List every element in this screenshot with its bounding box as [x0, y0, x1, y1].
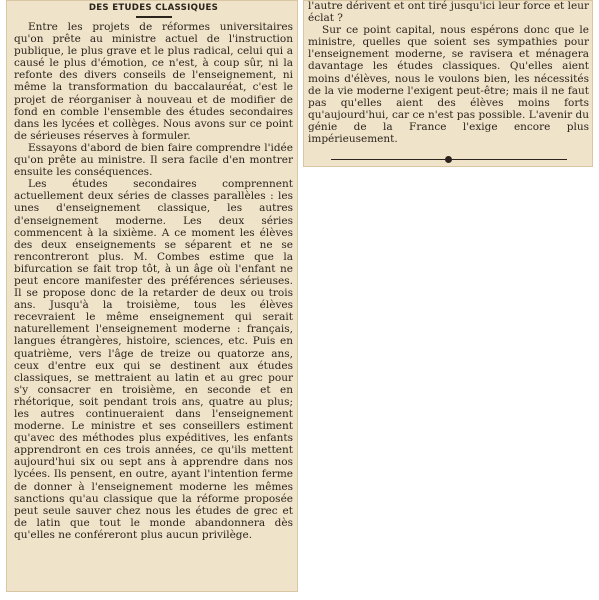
paragraph-1: Entre les projets de réformes universitaires qu'on prête au ministre actuel de l'instruction publique, le plus grave et le plus radical, celui qui a causé le plus d'émotion, ce n'est, à coup sûr, ni la refonte des divers conseils de l'enseignement, ni même la transformation du baccalauréat, c'est le projet de réorganiser à nouveau et de modifier de fond en comble l'ensemble des études secondaires dans les lycées et collèges. Nous avons sur ce point de sérieuses réserves à formuler.: [14, 21, 293, 142]
paragraph-2: Essayons d'abord de bien faire comprendre l'idée qu'on prête au ministre. Il sera facile d'en montrer ensuite les conséquences.: [14, 141, 293, 179]
article-end-ornament: [445, 156, 452, 163]
paragraph-continuation: l'autre dérivent et ont tiré jusqu'ici leur force et leur éclat ?: [308, 0, 589, 25]
article-column-left: [14, 2, 293, 541]
article-column-right: [308, 0, 589, 145]
paragraph-3: Les études secondaires comprennent actuellement deux séries de classes parallèles : les unes d'enseignement classique, les autres d'enseignement moderne. Les deux séries commencent à la sixième. A ce moment les élèves des deux enseignements se séparent et ne se rencontreront plus. M. Combes estime que la bifurcation se fait trop tôt, à un âge où l'enfant ne peut encore manifester des préférences sérieuses. Il se propose donc de la retarder de deux ou trois ans. Jusqu'à la troisième, tous les élèves recevraient le même enseignement qui serait naturellement l'enseignement moderne : français, langues étrangères, histoire, sciences, etc. Puis en quatrième, vers l'âge de treize ou quatorze ans, ceux d'entre eux qui se destinent aux études classiques, se mettraient au latin et au grec pour s'y consacrer en troisième, en seconde et en rhétorique, soit pendant trois ans, quatre au plus; les autres continueraient dans l'enseignement moderne. Le ministre et ses conseillers estiment qu'avec des méthodes plus expéditives, les enfants apprendront en ces trois années, ce qu'ils mettent aujourd'hui six ou sept ans à apprendre dans nos lycées. Ils pensent, en outre, ayant l'intention ferme de donner à l'enseignement moderne les mêmes sanctions qu'au classique que la réforme proposée peut seule sauver chez nous les études de grec et de latin que tout le monde abandonnera dès qu'elles ne conféreront plus aucun privilège.: [14, 178, 293, 541]
title-rule: [136, 16, 172, 18]
paragraph-final: Sur ce point capital, nous espérons donc que le ministre, quelles que soient ses sympathies pour l'enseignement moderne, se ravisera et ménagera davantage les études classiques. Qu'elles aient moins d'élèves, nous le voulons bien, les nécessités de la vie moderne l'exigent peut-être; mais il ne faut pas qu'elles aient des élèves moins forts qu'aujourd'hui, car ce n'est pas possible. L'avenir du génie de la France l'exige encore plus impérieusement.: [308, 24, 589, 146]
article-title: DES ETUDES CLASSIQUES: [88, 3, 219, 13]
